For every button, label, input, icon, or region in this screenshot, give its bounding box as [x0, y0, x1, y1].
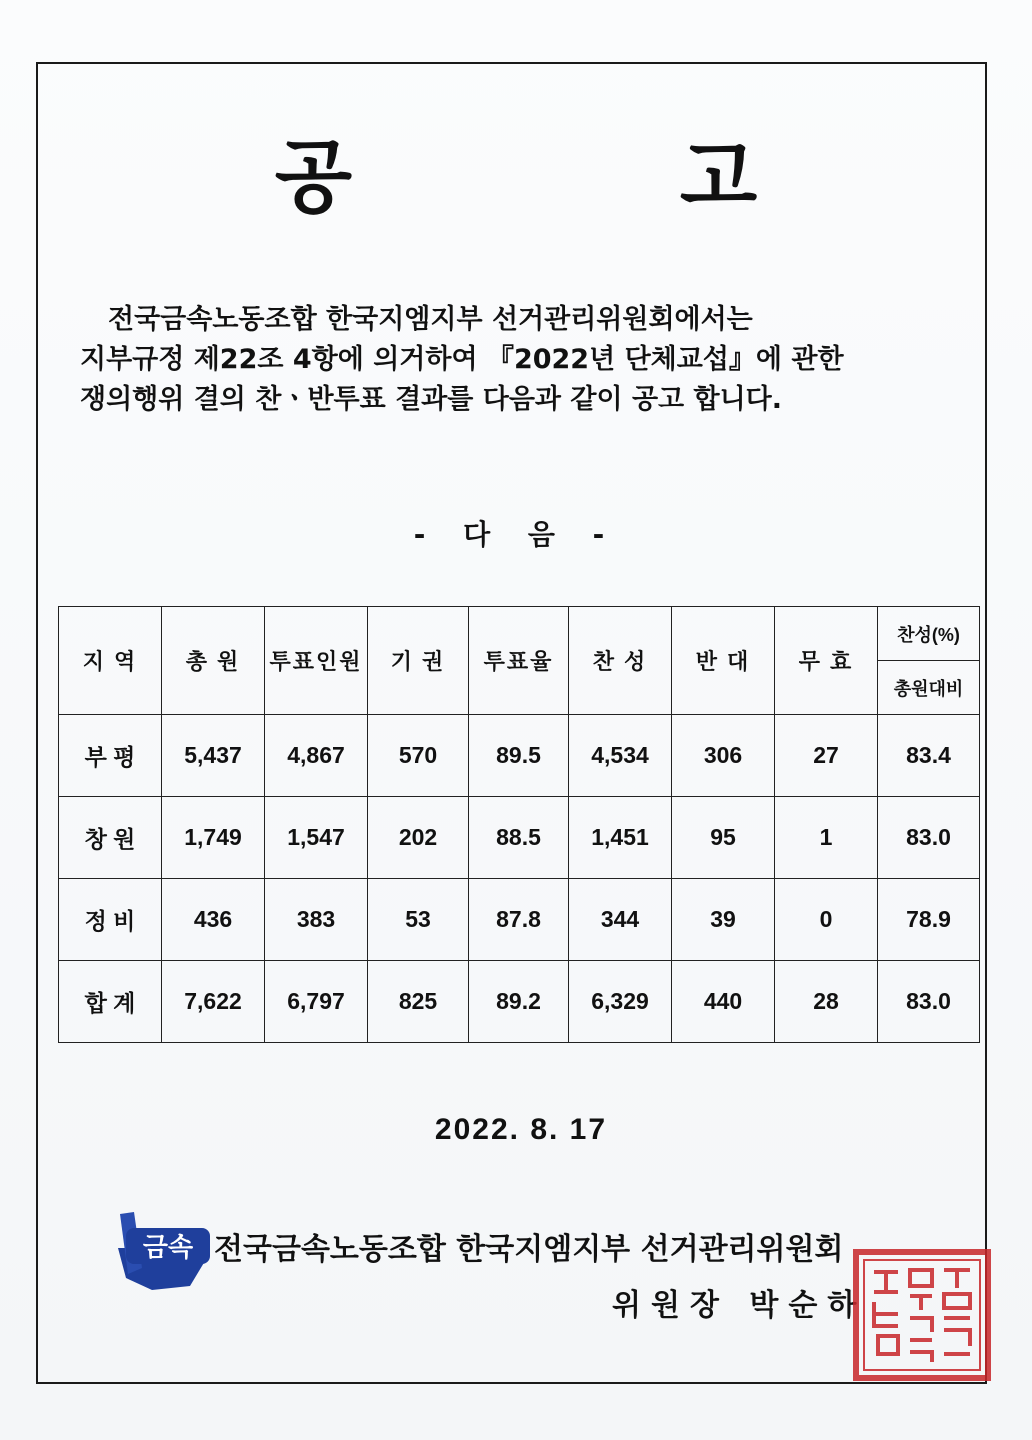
- header-cell: 총 원: [162, 607, 265, 715]
- header-cell-approval: 찬성(%): [878, 607, 980, 661]
- table-cell: 1,547: [265, 797, 368, 879]
- header-cell: 찬 성: [569, 607, 672, 715]
- header-cell: 투표인원: [265, 607, 368, 715]
- next-heading: - 다 음 -: [413, 518, 619, 551]
- table-cell: 202: [368, 797, 469, 879]
- notice-title: 공 고: [274, 131, 908, 224]
- table-cell: 383: [265, 879, 368, 961]
- table-row: [59, 715, 980, 797]
- header-cell: 무 효: [775, 607, 878, 715]
- table-cell: 7,622: [162, 961, 265, 1043]
- table-cell: 부 평: [59, 715, 162, 797]
- table-cell: 4,534: [569, 715, 672, 797]
- table-cell: 5,437: [162, 715, 265, 797]
- table-header-row: [59, 607, 980, 661]
- table-cell: 306: [672, 715, 775, 797]
- header-cell: 기 권: [368, 607, 469, 715]
- table-cell: 6,329: [569, 961, 672, 1043]
- notice-body: [80, 300, 960, 420]
- table-cell: 95: [672, 797, 775, 879]
- table-cell: 78.9: [878, 879, 980, 961]
- table-cell: 39: [672, 879, 775, 961]
- organization-name: 전국금속노동조합 한국지엠지부 선거관리위원회: [214, 1232, 844, 1267]
- table-cell: 4,867: [265, 715, 368, 797]
- table-cell: 87.8: [469, 879, 569, 961]
- header-cell: 반 대: [672, 607, 775, 715]
- body-line-2: 지부규정 제22조 4항에 의거하여 『2022년 단체교섭』에 관한: [80, 344, 844, 375]
- official-seal: [852, 1248, 992, 1382]
- header-cell: 투표율: [469, 607, 569, 715]
- body-line-1: 전국금속노동조합 한국지엠지부 선거관리위원회에서는: [108, 304, 753, 335]
- logo-text: 금속: [142, 1233, 194, 1263]
- table-cell: 83.0: [878, 797, 980, 879]
- table-cell: 0: [775, 879, 878, 961]
- union-logo: [112, 1208, 212, 1292]
- table-cell: 344: [569, 879, 672, 961]
- table-cell: 440: [672, 961, 775, 1043]
- chairperson-name: 위원장 박순하: [612, 1288, 867, 1323]
- table-cell: 27: [775, 715, 878, 797]
- body-line-3: 쟁의행위 결의 찬ㆍ반투표 결과를 다음과 같이 공고 합니다.: [80, 384, 783, 415]
- table-cell: 436: [162, 879, 265, 961]
- table-cell: 1: [775, 797, 878, 879]
- table-row: [59, 797, 980, 879]
- table-cell: 정 비: [59, 879, 162, 961]
- table-cell: 창 원: [59, 797, 162, 879]
- vote-results-table: [58, 606, 980, 1043]
- table-row: [59, 879, 980, 961]
- table-cell: 89.5: [469, 715, 569, 797]
- header-cell-of-total: 총원대비: [878, 661, 980, 715]
- table-cell: 570: [368, 715, 469, 797]
- table-cell: 83.0: [878, 961, 980, 1043]
- table-cell: 1,749: [162, 797, 265, 879]
- table-cell: 28: [775, 961, 878, 1043]
- table-cell: 합 계: [59, 961, 162, 1043]
- notice-date: 2022. 8. 17: [434, 1113, 608, 1146]
- table-cell: 6,797: [265, 961, 368, 1043]
- table-cell: 88.5: [469, 797, 569, 879]
- table-cell: 83.4: [878, 715, 980, 797]
- table-cell: 825: [368, 961, 469, 1043]
- seal-glyphs: [874, 1270, 970, 1362]
- table-total-row: [59, 961, 980, 1043]
- header-cell: 지 역: [59, 607, 162, 715]
- table-cell: 53: [368, 879, 469, 961]
- table-cell: 89.2: [469, 961, 569, 1043]
- table-cell: 1,451: [569, 797, 672, 879]
